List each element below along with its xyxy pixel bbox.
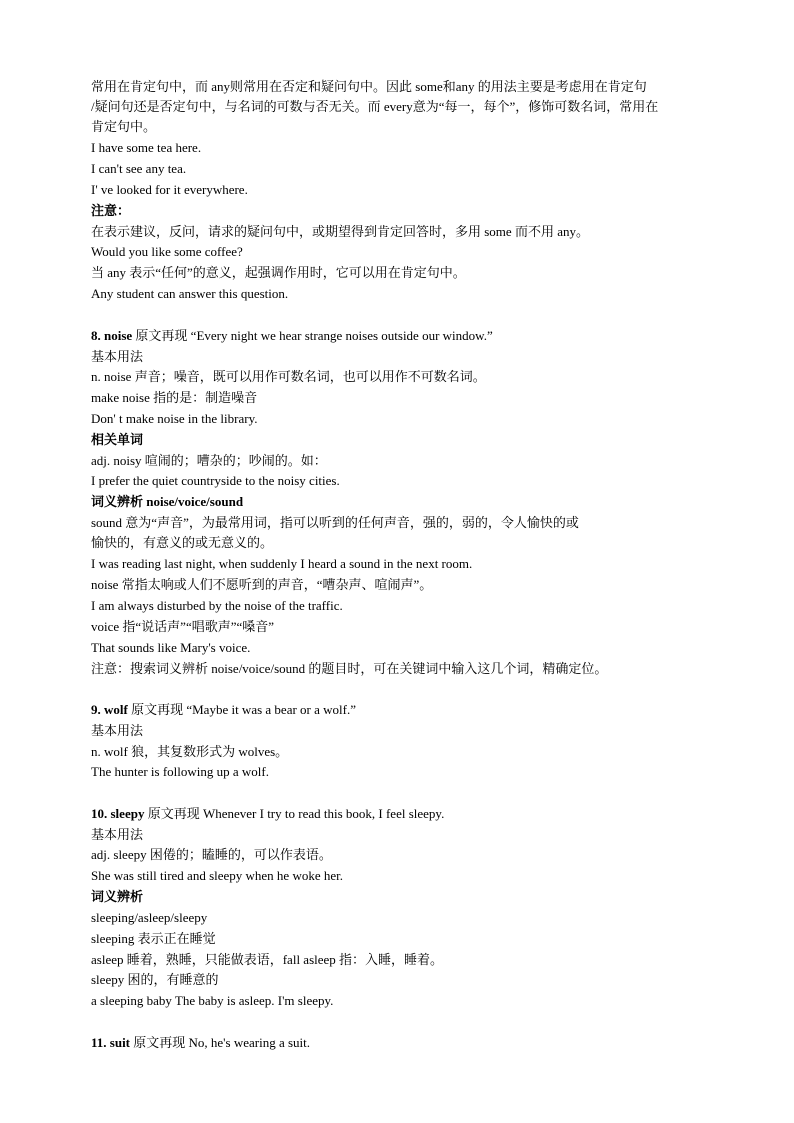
- note-heading: 注意：: [91, 203, 131, 218]
- section-label: 相关单词: [91, 432, 144, 447]
- entry-word: 8. noise: [91, 328, 133, 343]
- paragraph-line: sleeping/asleep/sleepy: [91, 910, 208, 925]
- paragraph-line: asleep 睡着，熟睡，只能做表语，fall asleep 指：入睡，睡着。: [91, 952, 444, 967]
- example-sentence: I am always disturbed by the noise of the traffic.: [91, 598, 343, 613]
- example-sentence: a sleeping baby The baby is asleep. I'm sleepy.: [91, 993, 334, 1008]
- paragraph-line: sleeping 表示正在睡觉: [91, 931, 216, 946]
- paragraph-line: sleepy 困的，有睡意的: [91, 972, 219, 987]
- example-sentence: I have some tea here.: [91, 140, 202, 155]
- paragraph-line: 肯定句中。: [91, 119, 157, 134]
- paragraph-line: adj. noisy 喧闹的；嘈杂的；吵闹的。如：: [91, 453, 327, 468]
- example-sentence: Would you like some coffee?: [91, 244, 243, 259]
- example-sentence: I was reading last night, when suddenly I heard a sound in the next room.: [91, 556, 473, 571]
- entry-heading-noise: [91, 326, 714, 346]
- example-sentence: I prefer the quiet countryside to the noisy cities.: [91, 473, 340, 488]
- section-label: 基本用法: [91, 723, 144, 738]
- entry-heading-wolf: [91, 700, 714, 720]
- paragraph-line: 常用在肯定句中，而 any则常用在否定和疑问句中。因此 some和any 的用法主要是考虑用在肯定句: [91, 79, 647, 94]
- paragraph-line: 当 any 表示“任何”的意义，起强调作用时，它可以用在肯定句中。: [91, 265, 466, 280]
- paragraph-line: n. noise 声音；噪音，既可以用作可数名词，也可以用作不可数名词。: [91, 369, 486, 384]
- original-text: 原文再现 “Every night we hear strange noises outside our window.”: [132, 328, 493, 343]
- entry-word: 11. suit: [91, 1035, 131, 1050]
- paragraph-line: sound 意为“声音”，为最常用词，指可以听到的任何声音，强的，弱的，令人愉快的或: [91, 515, 579, 530]
- entry-heading-suit: [91, 1033, 714, 1053]
- example-sentence: The hunter is following up a wolf.: [91, 764, 269, 779]
- paragraph-line: noise 常指太响或人们不愿听到的声音，“嘈杂声、喧闹声”。: [91, 577, 433, 592]
- example-sentence: I can't see any tea.: [91, 161, 187, 176]
- section-label: 词义辨析 noise/voice/sound: [91, 494, 244, 509]
- paragraph-line: 在表示建议，反问，请求的疑问句中，或期望得到肯定回答时，多用 some 而不用 any。: [91, 224, 589, 239]
- paragraph-line: 愉快的，有意义的或无意义的。: [91, 535, 274, 550]
- example-sentence: Any student can answer this question.: [91, 286, 289, 301]
- paragraph-line: voice 指“说话声”“唱歌声”“嗓音”: [91, 619, 275, 634]
- section-label: 基本用法: [91, 349, 144, 364]
- original-text: 原文再现 Whenever I try to read this book, I feel sleepy.: [144, 806, 445, 821]
- example-sentence: She was still tired and sleepy when he woke her.: [91, 868, 343, 883]
- entry-word: 9. wolf: [91, 702, 128, 717]
- paragraph-line: n. wolf 狼，其复数形式为 wolves。: [91, 744, 289, 759]
- example-sentence: Don' t make noise in the library.: [91, 411, 258, 426]
- note-line: 注意：搜索词义辨析 noise/voice/sound 的题目时，可在关键词中输入这几个词，精确定位。: [91, 661, 608, 676]
- paragraph-line: adj. sleepy 困倦的；瞌睡的，可以作表语。: [91, 847, 332, 862]
- entry-heading-sleepy: [91, 804, 714, 824]
- paragraph-line: make noise 指的是：制造噪音: [91, 390, 258, 405]
- original-text: 原文再现 “Maybe it was a bear or a wolf.”: [127, 702, 356, 717]
- example-sentence: I' ve looked for it everywhere.: [91, 182, 248, 197]
- paragraph-line: /疑问句还是否定句中，与名词的可数与否无关。而 every意为“每一，每个”，修饰可数名词，常用在: [91, 99, 659, 114]
- entry-word: 10. sleepy: [91, 806, 145, 821]
- section-label: 词义辨析: [91, 889, 144, 904]
- original-text: 原文再现 No, he's wearing a suit.: [130, 1035, 310, 1050]
- example-sentence: That sounds like Mary's voice.: [91, 640, 251, 655]
- section-label: 基本用法: [91, 827, 144, 842]
